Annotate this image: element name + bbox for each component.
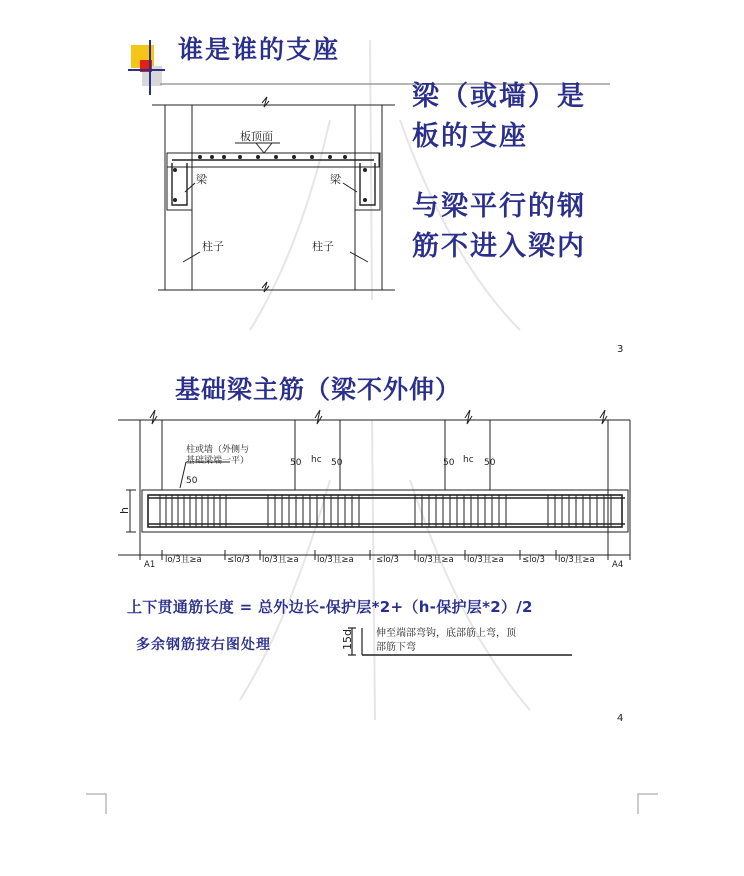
- span-label-5: lo/3且≥a: [317, 555, 354, 565]
- dim-50-c: 50: [443, 458, 455, 468]
- span-label-9: ≤lo/3: [522, 555, 545, 565]
- column-note-line2: 基础梁端一平）: [186, 456, 250, 466]
- column-left-label: 柱子: [202, 240, 224, 253]
- span-label-7: lo/3且≥a: [417, 555, 454, 565]
- span-label-6: ≤lo/3: [376, 555, 399, 565]
- note-text: 多余钢筋按右图处理: [136, 637, 271, 653]
- span-label-2: lo/3且≥a: [165, 555, 202, 565]
- slide1-bullet-2: [412, 187, 586, 267]
- span-label-4: lo/3且≥a: [262, 555, 299, 565]
- slide1-bullet-1: [412, 77, 586, 157]
- bullet-2-line-1: 与梁平行的钢: [412, 191, 586, 222]
- page-number-4: 4: [617, 713, 624, 724]
- slab-top-label: 板顶面: [240, 130, 273, 143]
- dim-hc-a: hc: [311, 455, 322, 465]
- hook-text-line2: 部筋下弯: [376, 642, 416, 653]
- slide2-title: 基础梁主筋（梁不外伸）: [175, 375, 462, 404]
- dim-50-a: 50: [290, 458, 302, 468]
- foundation-stirrups: [160, 495, 611, 527]
- span-label-11: A4: [612, 560, 624, 570]
- slab-beam-diagram: [152, 97, 395, 292]
- dim-50-d: 50: [484, 458, 496, 468]
- span-label-10: lo/3且≥a: [558, 555, 595, 565]
- bullet-2-line-2: 筋不进入梁内: [412, 231, 586, 262]
- bullet-1-line-1: 梁（或墙）是: [412, 81, 586, 112]
- dim-hc-b: hc: [463, 455, 474, 465]
- slide1-title: 谁是谁的支座: [178, 35, 341, 64]
- page-corner-marks: [86, 794, 658, 814]
- page-number-3: 3: [617, 344, 624, 355]
- span-label-8: lo/3且≥a: [467, 555, 504, 565]
- hook-text-line1: 伸至端部弯钩，底部筋上弯，顶: [376, 628, 516, 639]
- h-label: h: [118, 507, 131, 514]
- span-label-3: ≤lo/3: [227, 555, 250, 565]
- logo-squares: [128, 40, 165, 95]
- beam-left-label: 梁: [196, 173, 207, 186]
- column-right-label: 柱子: [312, 240, 334, 253]
- dim-50-left: 50: [186, 476, 198, 486]
- bullet-1-line-2: 板的支座: [412, 121, 528, 152]
- span-labels: [144, 555, 623, 570]
- formula-text: 上下贯通筋长度 = 总外边长-保护层*2+（h-保护层*2）/2: [127, 598, 533, 616]
- dim-50-b: 50: [331, 458, 343, 468]
- beam-right-label: 梁: [330, 173, 341, 186]
- hook-dim-label: 15d: [341, 629, 354, 650]
- span-label-1: A1: [144, 560, 156, 570]
- column-note-line1: 柱或墙（外侧与: [186, 445, 250, 455]
